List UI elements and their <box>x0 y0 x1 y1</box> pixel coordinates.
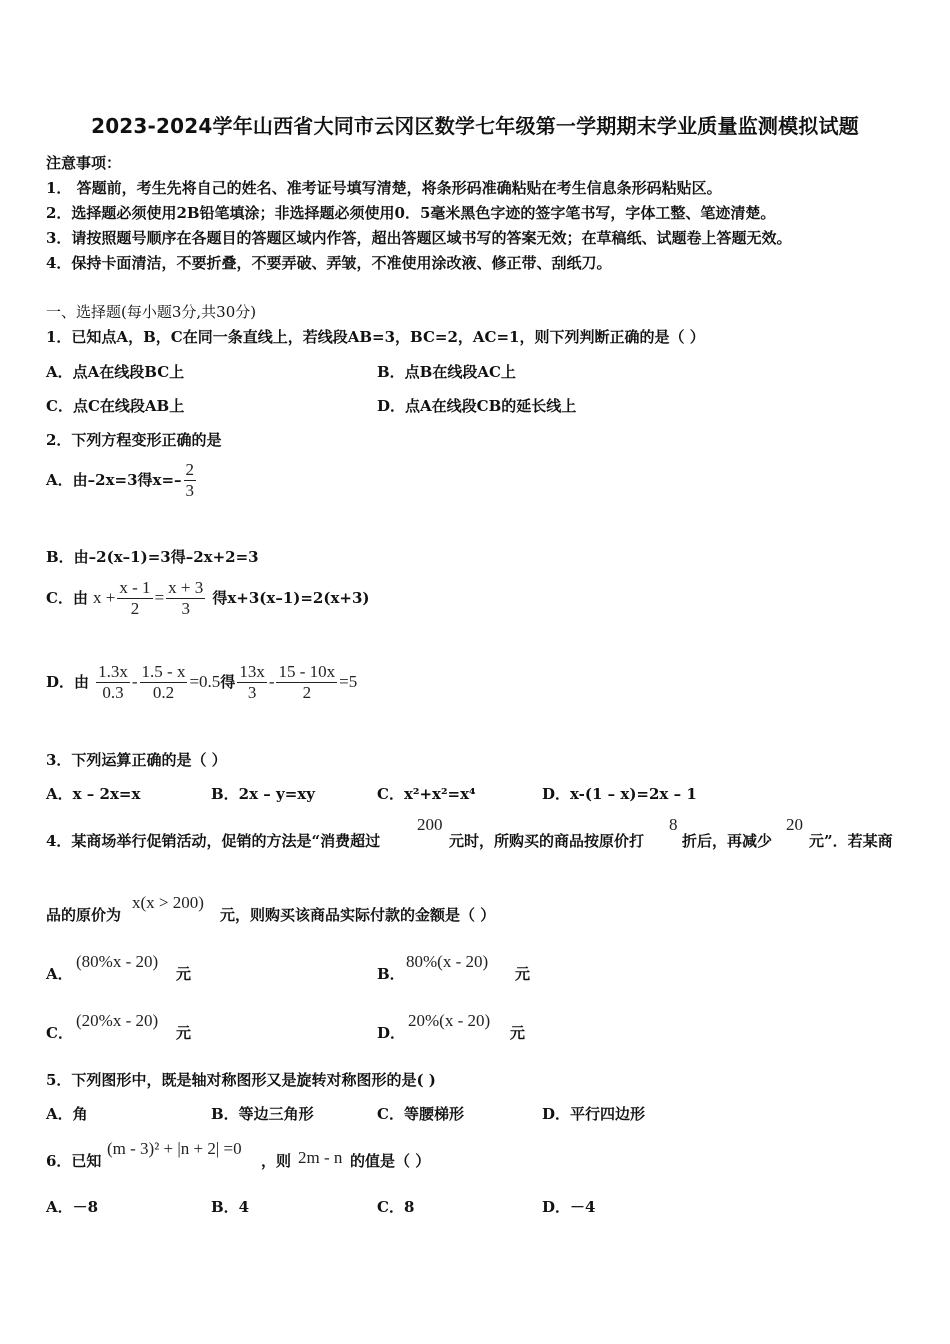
q2-d-num2: 1.5 - x <box>141 662 186 681</box>
q4-option-c-yuan: 元 <box>176 1024 192 1042</box>
q2-a-fraction <box>184 460 197 501</box>
q4-value-200: 200 <box>417 815 443 834</box>
q4-option-a-math: (80%x - 20) <box>76 952 159 971</box>
q2-c-frac2 <box>166 578 205 619</box>
q2-d-num3: 13x <box>239 662 265 681</box>
q1-option-b: B．点B在线段AC上 <box>377 363 516 381</box>
page-title: 2023-2024学年山西省大同市云冈区数学七年级第一学期期末学业质量监测模拟试题 <box>91 114 859 138</box>
q6-option-c: C．8 <box>377 1198 415 1216</box>
q2-c-x: x + <box>93 588 116 607</box>
q2-d-frac4 <box>276 662 337 703</box>
q5-option-b: B．等边三角形 <box>211 1105 314 1123</box>
q4-option-c-math: (20%x - 20) <box>76 1011 159 1030</box>
q2-stem: 2．下列方程变形正确的是 <box>46 431 222 449</box>
q4-option-b-yuan: 元 <box>515 965 531 983</box>
q2-d-frac3 <box>237 662 267 703</box>
q2-d-minus1: - <box>131 672 138 691</box>
q2-d-den3: 3 <box>247 683 257 702</box>
q3-stem: 3．下列运算正确的是（ ） <box>46 751 227 769</box>
q3-option-c: C．x²+x²=x⁴ <box>377 785 476 803</box>
q2-d-den4: 2 <box>302 683 312 702</box>
notice-item-1: 1． 答题前，考生先将自己的姓名、准考证号填写清楚，将条形码准确粘贴在考生信息条形码粘贴区。 <box>46 179 722 197</box>
q2-option-a <box>46 460 198 501</box>
q4-line2-math: x(x > 200) <box>132 893 204 912</box>
q5-option-c: C．等腰梯形 <box>377 1105 464 1123</box>
q2-d-num1: 1.3x <box>98 662 128 681</box>
notice-item-4: 4．保持卡面清洁，不要折叠，不要弄破、弄皱，不准使用涂改液、修正带、刮纸刀。 <box>46 254 612 272</box>
q2-option-b: B．由–2(x–1)=3得–2x+2=3 <box>46 548 259 566</box>
q3-option-b: B．2x – y=xy <box>211 785 315 803</box>
q4-option-b-label: B． <box>377 965 405 983</box>
q2-d-num4: 15 - 10x <box>278 662 336 681</box>
q2-c-eq: = <box>154 588 165 607</box>
q2-c-frac1 <box>117 578 152 619</box>
q4-option-d-math: 20%(x - 20) <box>408 1011 491 1030</box>
section-heading: 一、选择题(每小题3分,共30分) <box>46 303 257 321</box>
q4-option-a-yuan: 元 <box>176 965 192 983</box>
q2-d-minus2: - <box>268 672 275 691</box>
q4-stem-part1: 4．某商场举行促销活动，促销的方法是“消费超过 <box>46 832 381 850</box>
q2-d-den2: 0.2 <box>152 683 175 702</box>
q2-d-den1: 0.3 <box>102 683 124 702</box>
q1-option-c: C．点C在线段AB上 <box>46 397 185 415</box>
q1-option-a: A．点A在线段BC上 <box>46 363 185 381</box>
q2-a-num: 2 <box>185 460 195 479</box>
q2-c-den1: 2 <box>130 599 140 618</box>
q6-option-d: D．－4 <box>542 1198 596 1216</box>
q1-stem: 1．已知点A，B，C在同一条直线上，若线段AB=3，BC=2，AC=1，则下列判断正确的是（ ） <box>46 328 705 346</box>
q2-c-num1: x - 1 <box>119 578 151 597</box>
q4-option-d-yuan: 元 <box>510 1024 526 1042</box>
q4-option-c-label: C． <box>46 1024 73 1042</box>
q2-d-frac1 <box>96 662 130 703</box>
q6-math: (m - 3)² + |n + 2| =0 <box>107 1139 242 1158</box>
q1-option-d: D．点A在线段CB的延长线上 <box>377 397 577 415</box>
q2-option-d <box>46 662 357 703</box>
q4-stem-part3: 折后，再减少 <box>682 832 773 850</box>
q3-option-d: D．x-(1 – x)=2x – 1 <box>542 785 697 803</box>
notice-heading: 注意事项： <box>46 154 122 172</box>
q3-option-a: A．x – 2x=x <box>46 785 141 803</box>
q2-d-eq1: =0.5 <box>189 672 221 691</box>
q2-c-den2: 3 <box>181 599 190 618</box>
notice-item-2: 2．选择题必须使用2B铅笔填涂；非选择题必须使用0．5毫米黑色字迹的签字笔书写，字体工整、笔迹清楚。 <box>46 204 776 222</box>
q4-line2-prefix: 品的原价为 <box>46 906 122 924</box>
q4-option-a-label: A． <box>46 965 73 983</box>
q2-a-den: 3 <box>185 481 195 500</box>
q2-d-prefix: D．由 <box>46 673 90 691</box>
q2-option-c <box>46 578 370 619</box>
q2-d-eq2: =5 <box>339 672 358 691</box>
q2-a-prefix: A．由–2x=3得x=– <box>46 471 182 489</box>
q4-stem-part2: 元时，所购买的商品按原价打 <box>449 832 645 850</box>
q4-stem-part4: 元”．若某商 <box>809 832 893 850</box>
q6-stem-mid: ，则 <box>261 1152 292 1170</box>
q6-option-a: A．－8 <box>46 1198 99 1216</box>
q2-d-de: 得 <box>220 673 236 691</box>
q6-option-b: B．4 <box>211 1198 250 1216</box>
q2-c-prefix: C．由 <box>46 589 88 607</box>
q4-option-b-math: 80%(x - 20) <box>406 952 489 971</box>
q4-value-8: 8 <box>669 815 678 834</box>
q2-c-num2: x + 3 <box>168 578 204 597</box>
q6-expr: 2m - n <box>298 1148 343 1167</box>
q6-stem-prefix: 6．已知 <box>46 1152 102 1170</box>
q5-option-d: D．平行四边形 <box>542 1105 646 1123</box>
q5-stem: 5．下列图形中，既是轴对称图形又是旋转对称图形的是( ) <box>46 1071 436 1089</box>
q5-option-a: A．角 <box>46 1105 88 1123</box>
q4-line2-suffix: 元，则购买该商品实际付款的金额是（ ） <box>220 906 496 924</box>
q6-stem-suffix: 的值是（ ） <box>350 1152 431 1170</box>
q2-d-frac2 <box>140 662 188 703</box>
notice-item-3: 3．请按照题号顺序在各题目的答题区域内作答，超出答题区域书写的答案无效；在草稿纸、试题卷上答题无效。 <box>46 229 792 247</box>
q4-option-d-label: D． <box>377 1024 406 1042</box>
q4-value-20: 20 <box>786 815 803 834</box>
q2-c-suffix: 得x+3(x–1)=2(x+3) <box>212 589 370 607</box>
